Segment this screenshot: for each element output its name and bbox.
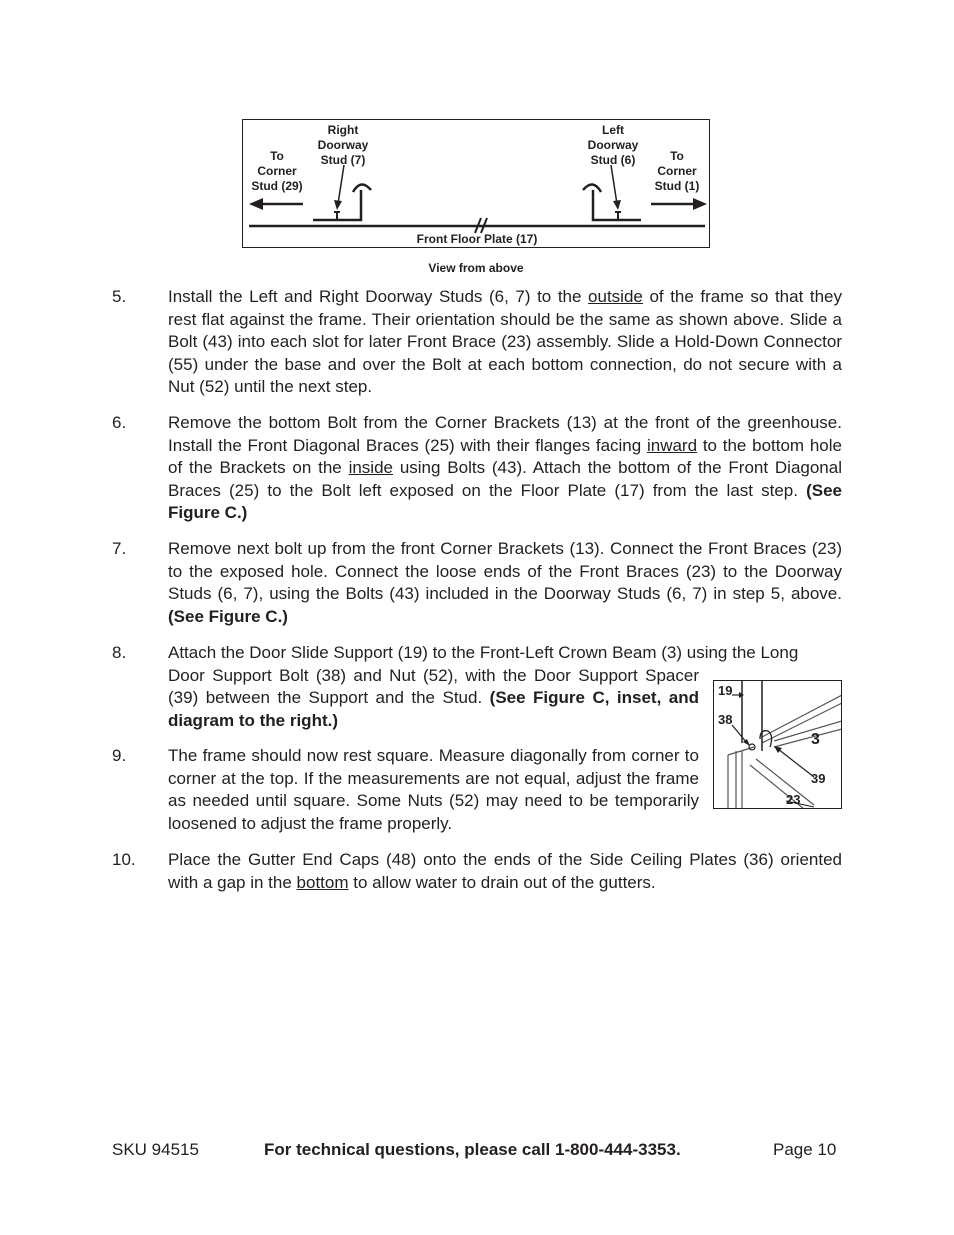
step-number: 10. (112, 850, 136, 869)
right-doorway-stud-label: Right Doorway Stud (7) (317, 123, 369, 167)
step-text (168, 665, 699, 733)
inset-drawing (714, 681, 842, 809)
to-corner-stud-29-label: To Corner Stud (29) (251, 149, 303, 193)
text-run: Remove next bolt up from the front Corner Brackets (13). Connect the Front Braces (23) to the exposed hole. Connect the loose ends of the Front Braces (23) to the Doorway Studs (6, 7), using the Bolts (43) included in the Doorway Studs (6, 7) in step 5, above. (168, 539, 842, 603)
underlined-text: bottom (296, 872, 349, 892)
left-stud-pointer (611, 165, 617, 204)
footer-contact: For technical questions, please call 1-800-444-3353. (264, 1140, 681, 1159)
text-run: to the bottom hole of the Brackets on the (168, 435, 842, 477)
left-doorway-stud-label: Left Doorway Stud (6) (587, 123, 639, 167)
right-arrow-head (693, 198, 707, 210)
underlined-text: inside (348, 458, 393, 477)
doorway-studs-figure (242, 119, 710, 248)
bold-reference: (See Figure C, inset, and diagram to the right.) (168, 688, 700, 730)
text-run: Remove the bottom Bolt from the Corner Brackets (13) at the front of the greenhouse. Install the Front Diagonal Braces (25) with their flanges facing (168, 413, 842, 455)
bold-reference: (See Figure C.) (168, 480, 842, 522)
step-number: 9. (112, 746, 127, 765)
step-number: 7. (112, 539, 127, 558)
inset-label-38: 38 (718, 712, 733, 727)
bold-reference: (See Figure C.) (168, 606, 288, 626)
step-text-line1: Attach the Door Slide Support (19) to the Front-Left Crown Beam (3) using the Long (168, 643, 799, 662)
underlined-text: inward (646, 435, 698, 455)
footer-sku: SKU 94515 (112, 1140, 199, 1159)
step-text (168, 538, 842, 628)
step-number: 8. (112, 643, 127, 662)
step-text (168, 745, 699, 835)
step-text (168, 849, 842, 894)
inset-label-23: 23 (786, 792, 801, 807)
text-run: Install the Left and Right Doorway Studs (6, 7) to the (168, 287, 589, 306)
text-run: Place the Gutter End Caps (48) onto the ends of the Side Ceiling Plates (36) oriented with a gap in the (168, 850, 842, 892)
left-arrow-head (249, 198, 263, 210)
inset-label-3: 3 (811, 731, 820, 748)
to-corner-stud-1-label: To Corner Stud (1) (654, 149, 700, 193)
front-floor-plate-label: Front Floor Plate (17) (416, 232, 538, 246)
step-number: 5. (112, 287, 127, 306)
figure-caption: View from above (428, 261, 524, 275)
text-run: to allow water to drain out of the gutters. (348, 872, 656, 892)
right-stud-pointer (338, 165, 344, 204)
step-text (168, 412, 842, 525)
underlined-text: outside (588, 287, 643, 306)
text-run: using Bolts (43). Attach the bottom of the Front Diagonal Braces (25) to the Bolt left exposed on the Floor Plate (17) from the last step. (168, 458, 842, 500)
step-number: 6. (112, 413, 127, 432)
footer-page-number: Page 10 (773, 1140, 837, 1159)
inset-label-39: 39 (811, 771, 826, 786)
door-support-inset-diagram (713, 680, 842, 809)
text-run: The frame should now rest square. Measure diagonally from corner to corner at the top. If the measurements are not equal, adjust the frame as needed until square. Some Nuts (52) may need to be temporarily loosened to adjust the frame properly. (168, 746, 699, 833)
step-text (168, 286, 842, 399)
text-run: of the frame so that they rest flat against the frame. Their orientation should be the same as shown above. Slide a Bolt (43) into each slot for later Front Brace (23) assembly. Slide a Hold-Down Connector (55) under the base and over the Bolt at each bottom connection, do not secure with a Nut (52) until the next step. (168, 287, 843, 396)
text-run: Door Support Bolt (38) and Nut (52), with the Door Support Spacer (39) between the Support and the Stud. (168, 665, 699, 707)
inset-label-19: 19 (718, 683, 733, 698)
